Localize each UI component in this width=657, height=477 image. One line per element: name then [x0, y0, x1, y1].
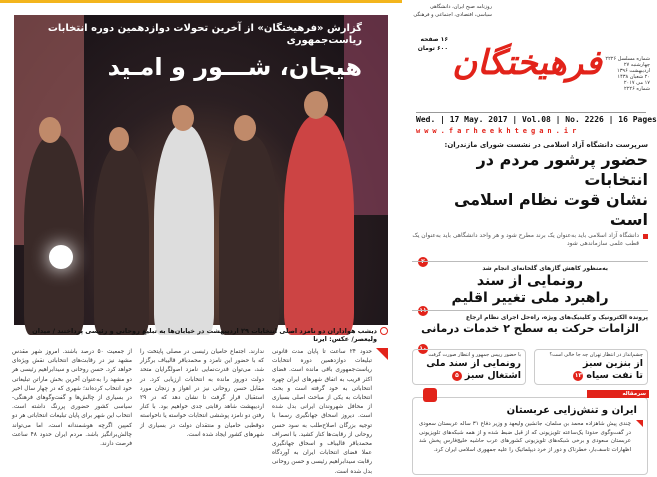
photo-caption-text: دیشب هواداران دو نامزد اصلی انتخابات ۲۹ اردیبهشت در خیابان‌ها به تبلیغ روحانی و رئیسی پرداختند / میدان ولیعصر/ عکس: ایرنا: [32, 327, 377, 343]
page-ref-badge[interactable]: ۱۰: [419, 345, 427, 352]
corner-marker-icon: [376, 348, 388, 360]
newspaper-logo: فرهیختگان: [452, 43, 602, 83]
bullet-icon: [643, 234, 648, 239]
lead-kicker: سرپرست دانشگاه آزاد اسلامی در نشست شورای مازندران:: [444, 141, 648, 149]
issue-info: [604, 56, 650, 92]
box-kicker: با حضور رییس جمهور و انتظار صورت گرفت: [428, 352, 521, 358]
section-label: سرمقاله: [587, 390, 649, 398]
story2-kicker: به‌منظور کاهش گازهای گلخانه‌ای انجام شد: [482, 265, 608, 272]
editorial-headline[interactable]: ایران و تنش‌زایی عربستان: [506, 405, 637, 416]
editorial-icon: [423, 388, 437, 402]
editorial-box: [412, 391, 648, 475]
issue-line: شماره مسلسل ۲۲۲۶: [605, 56, 650, 62]
story2-headline-1: رونمایی از سند: [476, 273, 584, 289]
photo-caption: [14, 327, 388, 343]
stories-column: [412, 141, 648, 475]
article-column-1: حدود ۲۴ ساعت تا پایان مدت قانونی تبلیغات دوازدهمین دوره انتخابات ریاست‌جمهوری باقی مانده است. فضای اکثر قریب به اتفاق شهرهای ایران چهره انتخاباتی به خود گرفته است و بحث انتخابات به یکی از مباحث اصلی بسیاری از محافل شهروندان ایرانی بدل شده است. دیروز اسحاق جهانگیری رسما با توجیه بزرگان اصلاح‌طلب به سود حسن روحانی از رقابت‌ها کنار کشید. با انصراف محمدباقر قالیباف و اسحاق جهانگیری عملا فضای انتخابات ایران به آوردگاه رقابت سیدابراهیم رئیسی و حسن روحانی بدل شده است.: [272, 349, 372, 475]
box-headline-2: اشتغال سبز: [464, 370, 521, 381]
issue-line: چهارشنبه ۲۷ اردیبهشت ۱۳۹۶: [617, 62, 650, 74]
issue-line: ۲۰ شعبان ۱۴۳۸: [617, 74, 650, 80]
date-bar: Wed. | 17 May. 2017 | Vol.08 | No. 2226 | 16 Pages: [416, 112, 646, 124]
masthead-tagline-2: سیاسی، اقتصادی، اجتماعی و فرهنگی: [413, 12, 492, 18]
story3-headline: الزامات حرکت به سطح ۲ خدمات درمانی: [421, 322, 639, 335]
box-headline-1: از بنزین سبز: [583, 358, 643, 369]
box-headline-1: رونمایی از سند ملی: [426, 358, 521, 369]
website-link[interactable]: www.farheekhtegan.ir: [416, 127, 581, 135]
teaser-boxes: [412, 349, 648, 385]
box-kicker: چشم‌انداز در انتظار تهران چه جا خالی است؟: [549, 352, 643, 358]
article-column-2: ندارند. اجتماع حامیان رئیسی در مصلی پایتخت را که با حضور این نامزد و محمدباقر قالیباف برگزار شد، می‌توان قدرت‌نمایی نامزد اصولگرایان متحد دولت دوروز مانده به انتخابات ارزیابی کرد. در مقابل حسن روحانی نیز در اهواز و زنجان مورد استقبال قرار گرفت تا نشان دهد که در ۲۹ اردیبهشت شاهد رقابتی جدی خواهیم بود. با کنار رفتن دو نامزد پوششی انتخابات خواسته یا ناخواسته دوقطبی حامیان و منتقدان دولت در بسیاری از شهرهای کشور ایجاد شده است.: [140, 349, 264, 438]
box-headline-2: تا نفت سیاه: [586, 370, 643, 381]
story2-headline-2: راهبرد ملی تغییر اقلیم: [451, 290, 609, 306]
price: ۶۰۰ تومان: [417, 45, 448, 52]
photo-story-kicker: گزارش «فرهیختگان» از آخرین تحولات دوازدهمین دوره انتخابات ریاست‌جمهوری: [47, 23, 362, 46]
lead-headline-2: نشان قوت نظام اسلامی است: [453, 190, 648, 229]
front-page-right: [402, 0, 657, 455]
story3-kicker: پرونده الکترونیک و کلینیک‌های ویژه، راه‌حل اجرای نظام ارجاع: [465, 314, 648, 321]
camera-icon: [380, 327, 388, 335]
page-ref-badge[interactable]: ۵: [452, 371, 462, 381]
teaser-box-right[interactable]: [534, 349, 648, 385]
issue-line: شماره ۲۲۲۶: [624, 86, 650, 92]
divider: [412, 261, 648, 262]
article-column-3: از جمعیت ۵۰ درصد باشند. امروز شهر مقدس مشهد نیز در رقابت‌های انتخاباتی نقش ویژه‌ای خواهد کرد. حسن روحانی و سیدابراهیم رئیسی هر دو مشهد را به‌عنوان آخرین بخش ماراتن تبلیغاتی خود انتخاب کرده‌اند؛ شهری که در چهار سال اخیر در بسیاری از چالش‌ها و گفت‌وگوهای فرهنگی-سیاسی کشور حضوری پررنگ داشته است. انتخاب این شهر برای پایان تبلیغات انتخاباتی هر دو کمپین اگرچه هوشمندانه است، اما می‌تواند چالش‌برانگیز باشد. مردم ایران حدود ۴۸ ساعت فرصت دارند.: [11, 349, 133, 448]
teaser-box-left[interactable]: [412, 349, 526, 385]
pages-label: ۱۶ صفحه: [420, 36, 448, 43]
masthead-tagline-1: روزنامه صبح ایران، دانشگاهی: [429, 4, 492, 10]
page-ref-badge[interactable]: ۱۳: [574, 372, 583, 379]
issue-line: ۱۷ می ۲۰۱۷: [623, 80, 650, 86]
corner-marker-icon: [636, 420, 643, 427]
lead-headline-1: حضور پرشور مردم در انتخابات: [476, 150, 648, 189]
editorial-body: چندی پیش شاهزاده محمد بن سلمان، جانشین ولیعهد و وزیر دفاع ۳۱ ساله عربستان سعودی در گفت‌وگوی حدودا یک‌ساعته تلویزیونی که از قبل ضبط شده و از همه شبکه‌های تلویزیونی عربستان سعودی و برخی شبکه‌های تلویزیونی کشورهای عرب حاشیه خلیج‌فارس پخش شد اظهارات تاسف‌بار، خطرناک و دور از خرد دیپلماتیک را علیه جمهوری اسلامی ایران کرد.: [419, 421, 632, 453]
photo-story-headline: هیجان، شـــور و امـید: [107, 53, 362, 81]
lead-bullet: دانشگاه آزاد اسلامی باید به‌عنوان یک برند مطرح شود و هر واحد دانشگاهی باید به‌عنوان یک قطب علمی سازماندهی شود: [412, 232, 639, 247]
divider: [412, 310, 648, 311]
photo-rally: [14, 15, 388, 325]
